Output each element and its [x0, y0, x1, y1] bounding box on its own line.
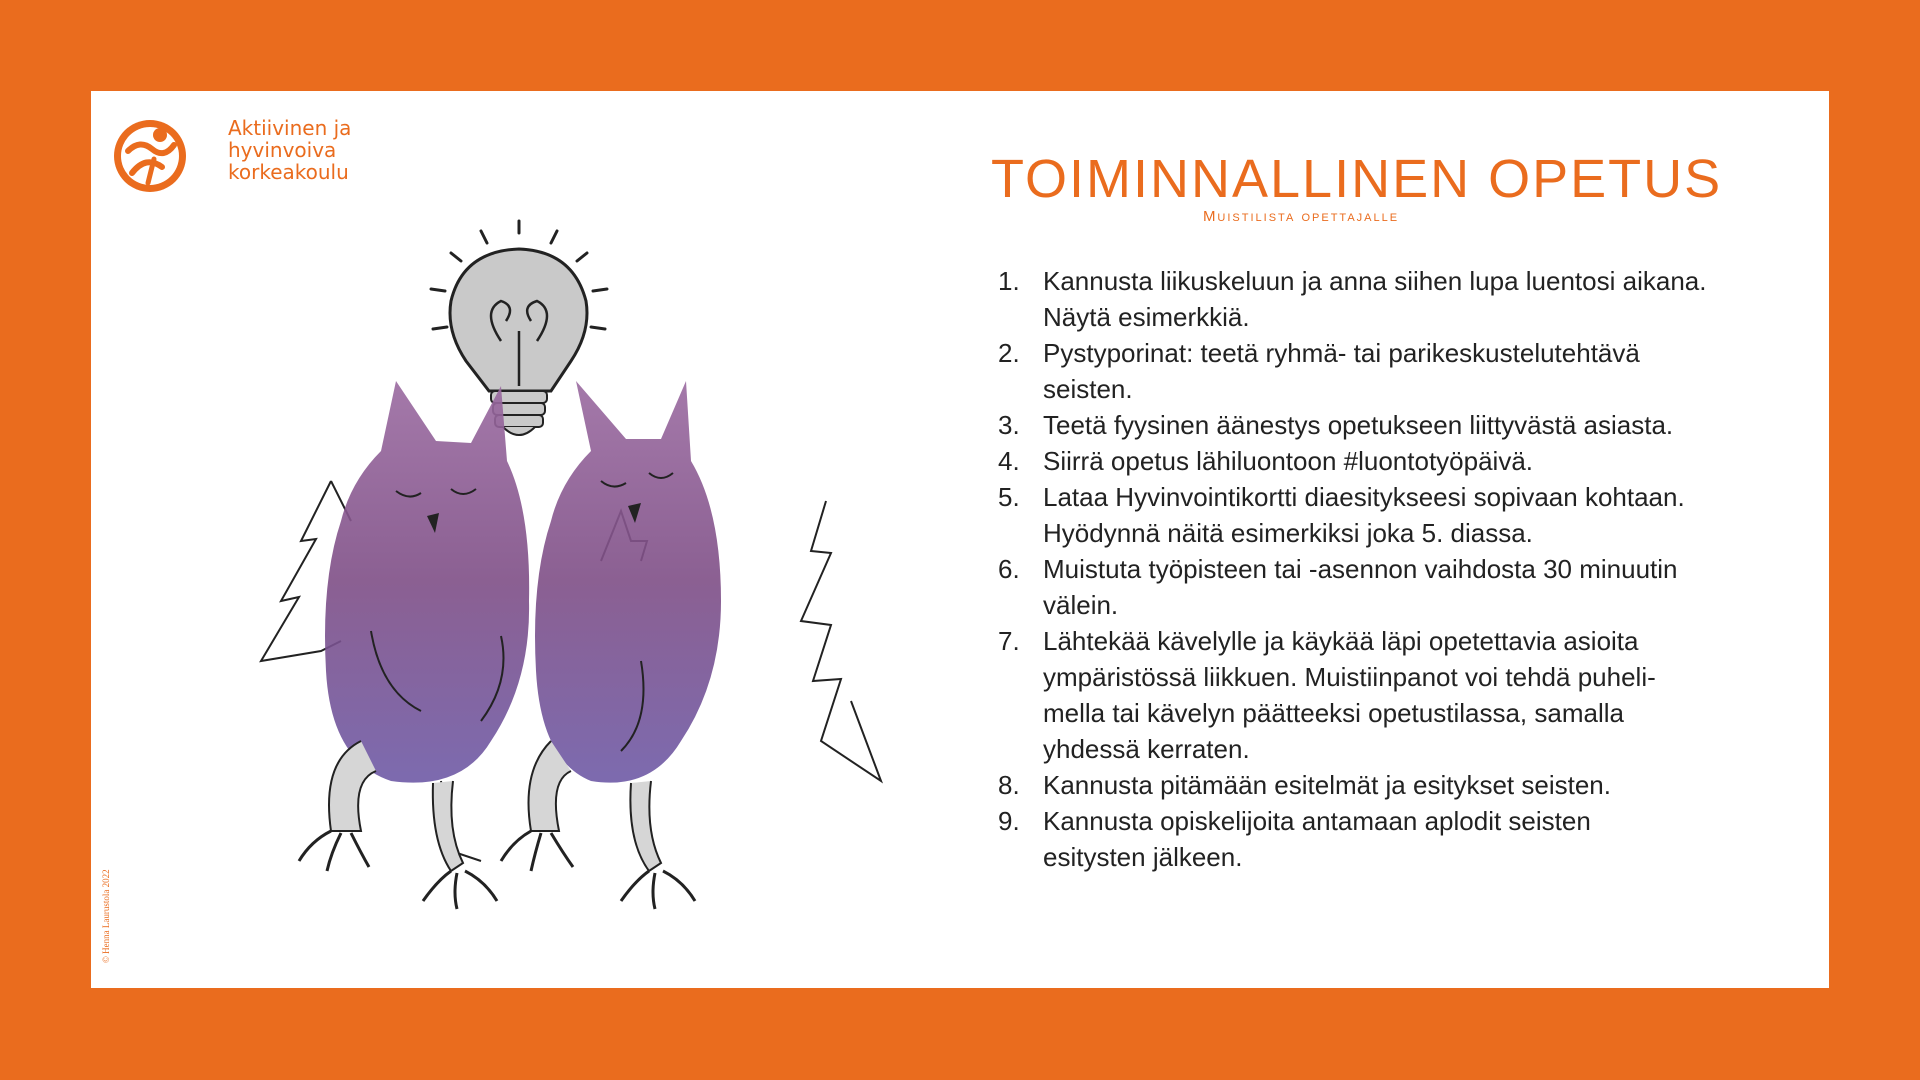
copyright: © Henna Laurustola 2022 [101, 869, 111, 963]
list-number: 5. [998, 482, 1020, 512]
list-number: 7. [998, 626, 1020, 656]
logo-figure-icon [110, 111, 200, 201]
owl-left-icon [299, 381, 529, 909]
list-item [998, 443, 1798, 479]
logo-text [228, 117, 351, 183]
list-line: Pystyporinat: teetä ryhmä- tai parikeskustelutehtävä [1043, 338, 1640, 368]
list-number: 8. [998, 770, 1020, 800]
list-item [998, 803, 1798, 875]
list-line: mella tai kävelyn päätteeksi opetustilassa, samalla [1043, 698, 1624, 728]
list-line: Lataa Hyvinvointikortti diaesitykseesi sopivaan kohtaan. [1043, 482, 1685, 512]
list-line: Siirrä opetus lähiluontoon #luontotyöpäivä. [1043, 446, 1534, 476]
page-title: TOIMINNALLINEN OPETUS [991, 149, 1723, 209]
list-item [998, 767, 1798, 803]
list-item [998, 407, 1798, 443]
list-line: Teetä fyysinen äänestys opetukseen liittyvästä asiasta. [1043, 410, 1674, 440]
list-line: Lähtekää kävelylle ja käykää läpi opetettavia asioita [1043, 626, 1639, 656]
list-item [998, 623, 1798, 767]
list-number: 2. [998, 338, 1020, 368]
list-number: 1. [998, 266, 1020, 296]
list-item [998, 551, 1798, 623]
lightbulb-icon [431, 221, 607, 435]
tree-icon [801, 501, 881, 781]
list-number: 4. [998, 446, 1020, 476]
list-line: Kannusta opiskelijoita antamaan aplodit seisten [1043, 806, 1591, 836]
illustration [201, 181, 961, 961]
list-line: Hyödynnä näitä esimerkiksi joka 5. diassa. [1043, 518, 1533, 548]
list-number: 6. [998, 554, 1020, 584]
list-item [998, 335, 1798, 407]
list-line: välein. [1043, 590, 1119, 620]
list-item [998, 263, 1798, 335]
list-line: Kannusta liikuskeluun ja anna siihen lupa luentosi aikana. [1043, 266, 1707, 296]
page-subtitle: Muistilista opettajalle [1202, 208, 1400, 225]
list-number: 3. [998, 410, 1020, 440]
list-line: esitysten jälkeen. [1043, 842, 1243, 872]
logo-line: hyvinvoiva [228, 138, 337, 162]
list-line: Näytä esimerkkiä. [1043, 302, 1250, 332]
owl-right-icon [501, 381, 721, 909]
logo-line: korkeakoulu [228, 160, 349, 184]
list-item [998, 479, 1798, 551]
checklist [998, 263, 1798, 875]
list-line: seisten. [1043, 374, 1133, 404]
list-line: yhdessä kerraten. [1043, 734, 1250, 764]
list-line: Kannusta pitämään esitelmät ja esitykset seisten. [1043, 770, 1611, 800]
list-line: Muistuta työpisteen tai -asennon vaihdosta 30 minuutin [1043, 554, 1678, 584]
card [91, 91, 1829, 988]
logo-line: Aktiivinen ja [228, 116, 352, 140]
list-line: ympäristössä liikkuen. Muistiinpanot voi tehdä puheli- [1043, 662, 1656, 692]
list-number: 9. [998, 806, 1020, 836]
